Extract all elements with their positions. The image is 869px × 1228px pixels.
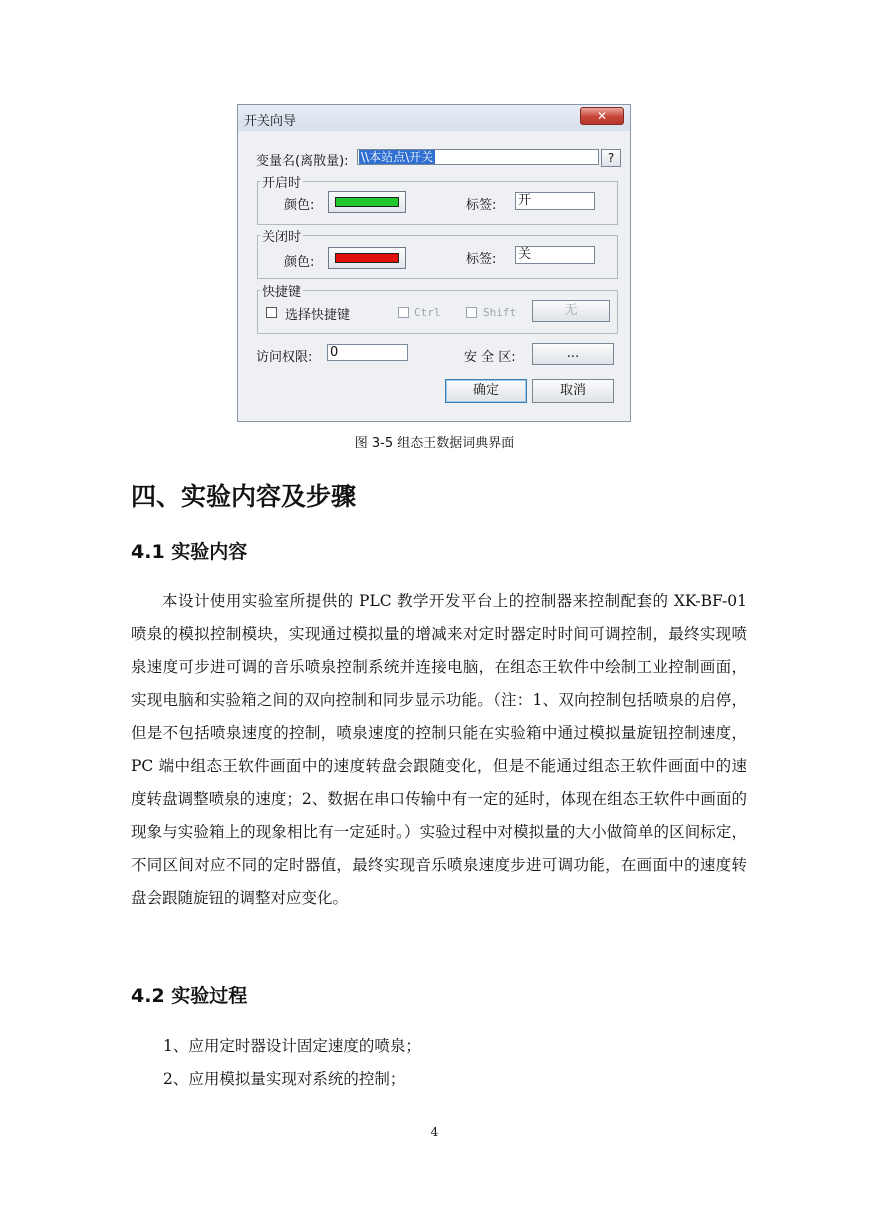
main-heading: 四、实验内容及步骤 [131,482,357,511]
section-4-1-paragraph: 本设计使用实验室所提供的 PLC 教学开发平台上的控制器来控制配套的 XK-BF-01 喷泉的模拟控制模块，实现通过模拟量的增减来对定时器定时时间可调控制，最终实现喷泉速度可步进可调的音乐喷泉控制系统并连接电脑，在组态王软件中绘制工业控制画面，实现电脑和实验箱之间的双向控制和同步显示功能。（注：1、双向控制包括喷泉的启停，但是不包括喷泉速度的控制，喷泉速度的控制只能在实验箱中通过模拟量旋钮控制速度，PC 端中组态王软件画面中的速度转盘会跟随变化，但是不能通过组态王软件画面中的速度转盘调整喷泉的速度；2、数据在串口传输中有一定的延时，体现在组态王软件中画面的现象与实验箱上的现象相比有一定延时。）实验过程中对模拟量的大小做简单的区间标定，不同区间对应不同的定时器值，最终实现音乐喷泉速度步进可调功能，在画面中的速度转盘会跟随旋钮的调整对应变化。 [131,592,747,907]
on-color-button[interactable] [328,191,406,213]
dialog-title: 开关向导 [244,114,297,129]
shift-checkbox[interactable] [466,307,477,318]
ctrl-label: Ctrl [414,306,441,319]
switch-wizard-dialog [237,104,631,422]
step-item: 1、应用定时器设计固定速度的喷泉； [163,1037,421,1055]
access-input[interactable]: 0 [327,344,408,361]
on-state-group-title: 开启时 [260,172,303,191]
variable-name-input[interactable] [357,149,599,165]
select-shortcut-label: 选择快捷键 [285,308,351,323]
off-state-group-title: 关闭时 [260,226,303,245]
page-number: 4 [430,1125,439,1139]
ctrl-checkbox[interactable] [398,307,409,318]
security-zone-button[interactable]: ... [532,343,614,365]
off-color-button[interactable] [328,247,406,269]
off-tag-input[interactable]: 关 [515,246,595,264]
access-label: 访问权限: [256,350,313,365]
section-4-2-heading: 4.2 实验过程 [131,985,248,1007]
variable-name-label: 变量名(离散量): [256,154,349,169]
section-4-1-heading: 4.1 实验内容 [131,541,248,563]
select-shortcut-checkbox[interactable] [266,307,277,318]
on-color-label: 颜色: [284,198,315,213]
off-color-swatch [335,253,399,263]
variable-name-value: \\本站点\开关 [361,150,434,164]
figure-caption: 图 3-5 组态王数据词典界面 [354,436,515,451]
shortcut-key-button[interactable]: 无 [532,300,610,322]
close-button[interactable] [580,107,624,125]
help-button[interactable]: ? [601,149,621,167]
on-tag-input[interactable]: 开 [515,192,595,210]
dialog-titlebar[interactable] [238,105,630,131]
off-tag-label: 标签: [466,252,497,267]
step-item: 2、应用模拟量实现对系统的控制； [163,1070,406,1088]
security-zone-label: 安 全 区: [464,350,516,365]
off-color-label: 颜色: [284,255,315,270]
on-tag-label: 标签: [466,198,497,213]
shift-label: Shift [483,306,517,319]
cancel-button[interactable]: 取消 [532,379,614,403]
shortcut-group-title: 快捷键 [260,281,303,300]
on-color-swatch [335,197,399,207]
ok-button[interactable]: 确定 [445,379,527,403]
